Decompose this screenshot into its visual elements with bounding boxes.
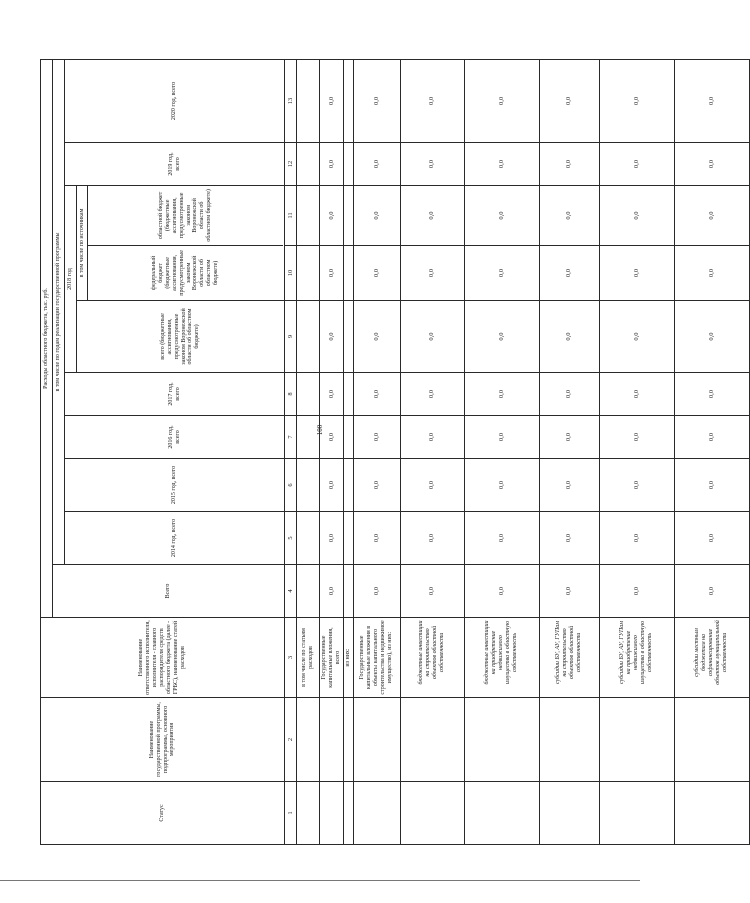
empty-cell [599,698,674,782]
empty-cell [353,698,400,782]
value-cell: 0,0 [599,246,674,301]
table-row [343,59,353,844]
expense-table [40,59,750,845]
value-cell [343,143,353,186]
value-cell: 0,0 [464,416,539,459]
header-2015: 2015 год, всего [65,459,285,512]
value-cell: 0,0 [674,512,749,565]
value-cell [297,512,320,565]
value-cell: 0,0 [320,416,344,459]
value-cell: 0,0 [599,186,674,246]
table-row [464,59,539,844]
value-cell: 0,0 [400,459,464,512]
value-cell [343,512,353,565]
value-cell: 0,0 [539,186,599,246]
row-label: субсидии БУ, АУ, ГУПам на приобретение недвижимого имущества в областную собственность [599,618,674,698]
value-cell [297,143,320,186]
value-cell: 0,0 [599,459,674,512]
value-cell: 0,0 [539,373,599,416]
value-cell: 0,0 [674,373,749,416]
empty-cell [353,782,400,845]
empty-cell [674,698,749,782]
value-cell: 0,0 [539,143,599,186]
table-body [297,59,750,844]
header-2019: 2019 год, всего [65,143,285,186]
empty-cell [297,782,320,845]
row-label: субсидии БУ, АУ, ГУПам на строительство объектов областной собственности [539,618,599,698]
row-label: бюджетные инвестиции на приобретение недвижимого имущества в областную собственность [464,618,539,698]
value-cell: 0,0 [539,459,599,512]
column-number: 4 [285,565,297,618]
value-cell: 0,0 [539,301,599,373]
value-cell: 0,0 [400,512,464,565]
value-cell: 0,0 [353,512,400,565]
value-cell: 0,0 [353,59,400,142]
value-cell: 0,0 [599,416,674,459]
value-cell: 0,0 [674,59,749,142]
column-number: 13 [285,59,297,142]
value-cell [343,565,353,618]
value-cell: 0,0 [320,246,344,301]
header-2018-federal: федеральный бюджет (бюджетные ассигнования, предусмотренные законом Воронежской области об областном бюджете) [88,245,283,300]
table-row [353,59,400,844]
value-cell [343,373,353,416]
value-cell [297,565,320,618]
header-2018: 2018 год [65,186,77,373]
column-number: 9 [285,301,297,373]
value-cell: 0,0 [674,143,749,186]
empty-cell [343,698,353,782]
empty-cell [464,698,539,782]
empty-cell [343,782,353,845]
value-cell: 0,0 [320,186,344,246]
header-2018-regional: областной бюджет (бюджетные ассигнования, предусмотренные законом Воронежской области об областном бюджете) [157,189,213,242]
value-cell [297,186,320,246]
table-row [400,59,464,844]
empty-cell [400,698,464,782]
value-cell: 0,0 [353,459,400,512]
row-label: в том числе по статьям расходов [297,618,320,698]
header-sources: в том числе по источникам [78,186,88,300]
column-number: 11 [285,186,297,246]
value-cell [343,246,353,301]
column-number: 3 [285,618,297,698]
value-cell: 0,0 [674,416,749,459]
value-cell: 0,0 [464,459,539,512]
value-cell: 0,0 [353,416,400,459]
row-label: Государственные капитальные вложения в объекты капитального строительства и недвижимое имущество), из них: [353,618,400,698]
value-cell [297,459,320,512]
empty-cell [464,782,539,845]
value-cell [297,246,320,301]
value-cell: 0,0 [320,301,344,373]
column-number: 12 [285,143,297,186]
value-cell: 0,0 [353,246,400,301]
header-2016: 2016 год, всего [65,416,285,459]
value-cell: 0,0 [599,373,674,416]
header-2014: 2014 год, всего [65,512,285,565]
header-2020: 2020 год, всего [65,59,285,142]
column-number: 5 [285,512,297,565]
value-cell: 0,0 [400,186,464,246]
column-number: 10 [285,246,297,301]
value-cell [297,416,320,459]
table-row [297,59,320,844]
value-cell [343,301,353,373]
header-2017: 2017 год, всего [65,373,285,416]
value-cell: 0,0 [353,565,400,618]
value-cell: 0,0 [464,186,539,246]
value-cell: 0,0 [400,143,464,186]
value-cell: 0,0 [539,246,599,301]
value-cell: 0,0 [674,186,749,246]
value-cell: 0,0 [539,512,599,565]
value-cell: 0,0 [599,512,674,565]
empty-cell [320,782,344,845]
value-cell [343,186,353,246]
value-cell: 0,0 [320,459,344,512]
column-number-row [285,59,297,844]
header-2018-total: всего (бюджетные ассигнования, предусмотренные законом Воронежской области об областном бюджете) [77,301,285,373]
empty-cell [400,782,464,845]
value-cell: 0,0 [539,59,599,142]
value-cell: 0,0 [464,373,539,416]
value-cell [343,459,353,512]
column-number: 8 [285,373,297,416]
table-row [599,59,674,844]
empty-cell [297,698,320,782]
header-total: Всего [53,565,285,618]
value-cell: 0,0 [674,246,749,301]
header-program-name: Наименование государственной программы, подпрограммы, основного мероприятия [41,698,285,782]
row-label: из них: [343,618,353,698]
table-row [539,59,599,844]
value-cell: 0,0 [400,59,464,142]
value-cell [297,301,320,373]
value-cell: 0,0 [464,301,539,373]
column-number: 1 [285,782,297,845]
table-row [320,59,344,844]
header-regional-budget-expenses: Расходы областного бюджета, тыс. руб. [41,59,53,617]
empty-cell [320,698,344,782]
page-number: 100 [316,424,324,436]
value-cell [343,59,353,142]
row-label: бюджетные инвестиции на строительство объектов областной собственности [400,618,464,698]
value-cell: 0,0 [674,301,749,373]
value-cell: 0,0 [400,246,464,301]
value-cell: 0,0 [539,416,599,459]
column-number: 7 [285,416,297,459]
value-cell: 0,0 [674,565,749,618]
column-number: 2 [285,698,297,782]
value-cell: 0,0 [400,565,464,618]
empty-cell [674,782,749,845]
row-label: субсидии местным бюджетам на софинансирование объектов муниципальной собственности [674,618,749,698]
value-cell [297,373,320,416]
empty-cell [539,698,599,782]
value-cell: 0,0 [320,565,344,618]
value-cell: 0,0 [320,512,344,565]
value-cell: 0,0 [400,373,464,416]
value-cell: 0,0 [320,143,344,186]
value-cell: 0,0 [599,565,674,618]
value-cell: 0,0 [674,459,749,512]
scan-edge-line [0,880,640,881]
value-cell: 0,0 [464,246,539,301]
value-cell [343,416,353,459]
value-cell: 0,0 [539,565,599,618]
header-executor-name: Наименование ответственного исполнителя, исполнителя - главного распорядителя средств областного бюджета (далее - ГРБС), наименование статей расходов [41,618,285,698]
value-cell: 0,0 [400,416,464,459]
value-cell [297,59,320,142]
value-cell: 0,0 [353,186,400,246]
value-cell: 0,0 [464,565,539,618]
row-label: Государственные капитальные вложения, всего [320,618,344,698]
column-number: 6 [285,459,297,512]
value-cell: 0,0 [599,143,674,186]
header-status: Статус [41,782,285,845]
value-cell: 0,0 [320,373,344,416]
value-cell: 0,0 [353,301,400,373]
rotated-table-container [40,60,728,845]
value-cell: 0,0 [599,301,674,373]
value-cell: 0,0 [353,143,400,186]
empty-cell [599,782,674,845]
header-by-years: в том числе по годам реализации государственной программы [53,59,65,564]
document-frame [40,60,728,845]
empty-cell [539,782,599,845]
value-cell: 0,0 [400,301,464,373]
value-cell: 0,0 [320,59,344,142]
value-cell: 0,0 [599,59,674,142]
value-cell: 0,0 [464,143,539,186]
table-row [674,59,749,844]
value-cell: 0,0 [464,512,539,565]
value-cell: 0,0 [353,373,400,416]
value-cell: 0,0 [464,59,539,142]
